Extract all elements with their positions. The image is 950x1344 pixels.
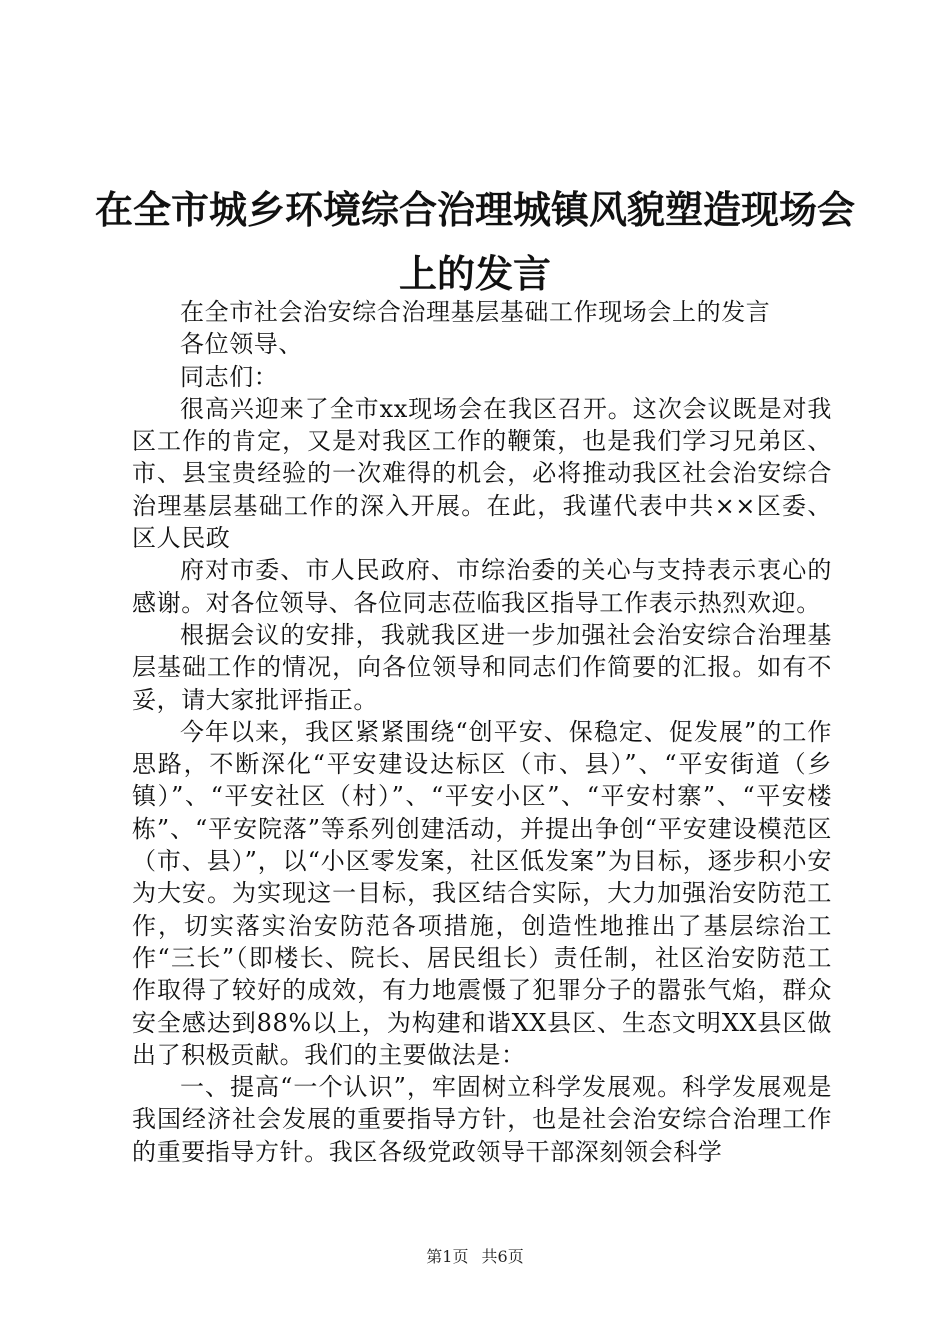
title-line-1: 在全市城乡环境综合治理城镇风貌塑造现场会 xyxy=(94,187,855,232)
page-number: 第1页 xyxy=(426,1247,469,1266)
body-paragraph: 根据会议的安排，我就我区进一步加强社会治安综合治理基层基础工作的情况，向各位领导和同志们作简要的汇报。如有不妥，请大家批评指正。 xyxy=(132,620,832,714)
salutation-line-2: 同志们： xyxy=(180,362,279,391)
body-paragraph: 今年以来，我区紧紧围绕“创平安、保稳定、促发展”的工作思路，不断深化“平安建设达标区（市、县）”、“平安街道（乡镇）”、“平安社区（村）”、“平安小区”、“平安村寨”、“平安楼栋”、“平安院落”等系列创建活动，并提出争创“平安建设模范区（市、县）”，以“小区零发案，社区低发案”为目标，逐步积小安为大安。为实现这一目标，我区结合实际，大力加强治安防范工作，切实落实治安防范各项措施，创造性地推出了基层综治工作“三长”（即楼长、院长、居民组长）责任制，社区治安防范工作取得了较好的成效，有力地震慑了犯罪分子的嚣张气焰，群众安全感达到88%以上，为构建和谐XX县区、生态文明XX县区做出了积极贡献。我们的主要做法是： xyxy=(132,717,832,1069)
document-body xyxy=(132,296,832,1168)
document-title xyxy=(90,178,860,306)
body-paragraph: 很高兴迎来了全市xx现场会在我区召开。这次会议既是对我区工作的肯定，又是对我区工作的鞭策，也是我们学习兄弟区、市、县宝贵经验的一次难得的机会，必将推动我区社会治安综合治理基层基础工作的深入开展。在此，我谨代表中共××区委、区人民政 xyxy=(132,394,832,553)
total-pages: 共6页 xyxy=(481,1247,524,1266)
body-paragraph: 一、提高“一个认识”，牢固树立科学发展观。科学发展观是我国经济社会发展的重要指导方针，也是社会治安综合治理工作的重要指导方针。我区各级党政领导干部深刻领会科学 xyxy=(132,1073,832,1166)
body-paragraph: 府对市委、市人民政府、市综治委的关心与支持表示衷心的感谢。对各位领导、各位同志莅临我区指导工作表示热烈欢迎。 xyxy=(132,556,832,617)
page-footer xyxy=(0,1244,950,1267)
subtitle-paragraph: 在全市社会治安综合治理基层基础工作现场会上的发言 xyxy=(180,298,771,326)
title-line-2: 上的发言 xyxy=(398,251,551,296)
salutation-line-1: 各位领导、 xyxy=(180,330,303,359)
